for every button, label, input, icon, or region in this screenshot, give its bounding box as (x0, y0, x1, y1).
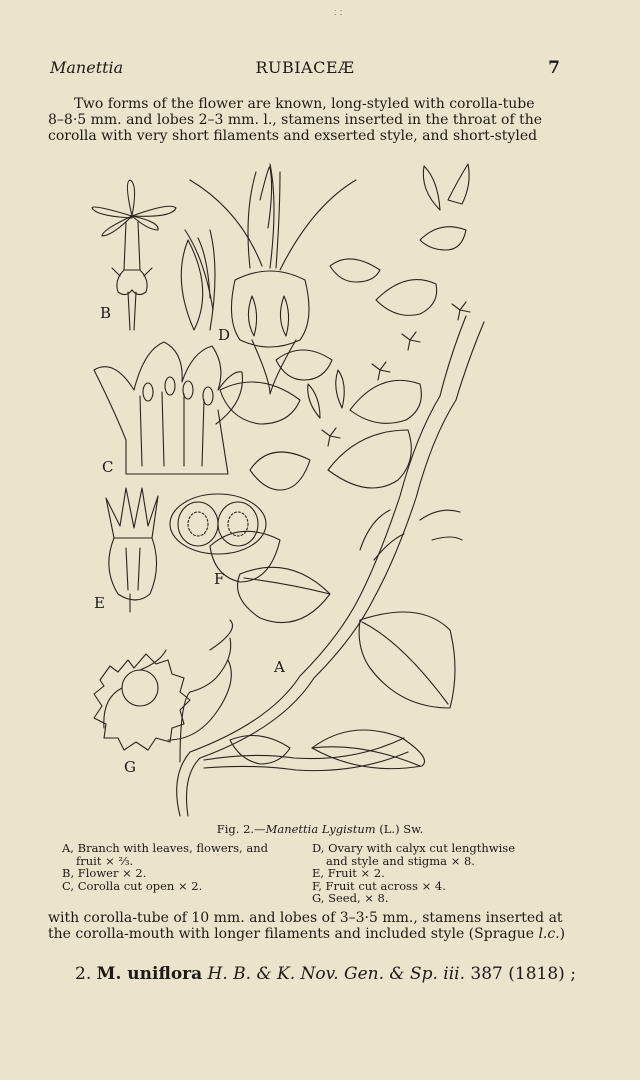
legend-item: D, Ovary with calyx cut lengthwise (312, 841, 516, 855)
paragraph-line: with corolla-tube of 10 mm. and lobes of 3–3·5 mm., stamens inserted at (48, 910, 563, 926)
running-head (50, 58, 560, 82)
figure-label-F: F (214, 570, 225, 588)
legend-item: C, Corolla cut open × 2. (62, 878, 203, 893)
paragraph-line (48, 926, 566, 942)
caption-prefix: Fig. 2.— (216, 822, 266, 836)
legend-item-continuation: fruit × ⅔. (76, 853, 134, 868)
figure-label-C: C (102, 458, 114, 476)
corolla-drawing (94, 342, 242, 474)
paragraph-text: the corolla-mouth with longer filaments and included style (Sprague (48, 926, 539, 942)
legend-item: F, Fruit cut across × 4. (312, 878, 446, 893)
illustration-svg (80, 160, 560, 820)
legend-item: E, Fruit × 2. (312, 866, 385, 880)
species-page-year: 387 (1818) ; (465, 964, 576, 984)
figure-label-A: A (274, 658, 285, 676)
legend-item-continuation: and style and stigma × 8. (326, 853, 475, 868)
species-number: 2. (75, 964, 97, 984)
printer-marks: ∶ ∶ (334, 8, 343, 19)
branch-drawing (168, 164, 484, 816)
reference-abbrev: l.c. (538, 926, 560, 942)
species-name: M. uniflora (96, 964, 203, 984)
species-citation: H. B. & K. Nov. Gen. & Sp. iii. (202, 964, 466, 984)
paragraph-line: corolla with very short filaments and exserted style, and short-styled (48, 128, 538, 144)
fruit-drawing (106, 488, 158, 612)
paragraph-text-end: ) (559, 926, 566, 942)
figure-caption-title (0, 822, 640, 836)
botanical-illustration (80, 160, 560, 820)
genus-heading: Manettia (50, 58, 124, 77)
paragraph-line: 8–8·5 mm. and lobes 2–3 mm. l., stamens inserted in the throat of the (48, 112, 543, 128)
figure-label-B: B (100, 304, 112, 322)
top-paragraph (48, 96, 560, 144)
fruit-section-drawing (170, 494, 266, 554)
figure-legend-right (312, 842, 562, 905)
figure-label-G: G (124, 758, 136, 776)
seed-drawing (94, 650, 190, 750)
legend-item: A, Branch with leaves, flowers, and (62, 841, 268, 855)
caption-author: (L.) Sw. (375, 822, 424, 836)
figure-label-E: E (94, 594, 105, 612)
figure-legend-left (62, 842, 302, 892)
page-number: 7 (548, 58, 560, 78)
legend-item: B, Flower × 2. (62, 866, 147, 880)
figure-label-D: D (218, 326, 231, 344)
family-heading: RUBIACEÆ (255, 58, 355, 77)
bottom-paragraph (48, 910, 566, 942)
species-entry (75, 964, 576, 984)
legend-item: G, Seed, × 8. (312, 891, 389, 905)
paragraph-line: Two forms of the flower are known, long-styled with corolla-tube (74, 96, 535, 112)
caption-species: Manettia Lygistum (265, 822, 376, 836)
